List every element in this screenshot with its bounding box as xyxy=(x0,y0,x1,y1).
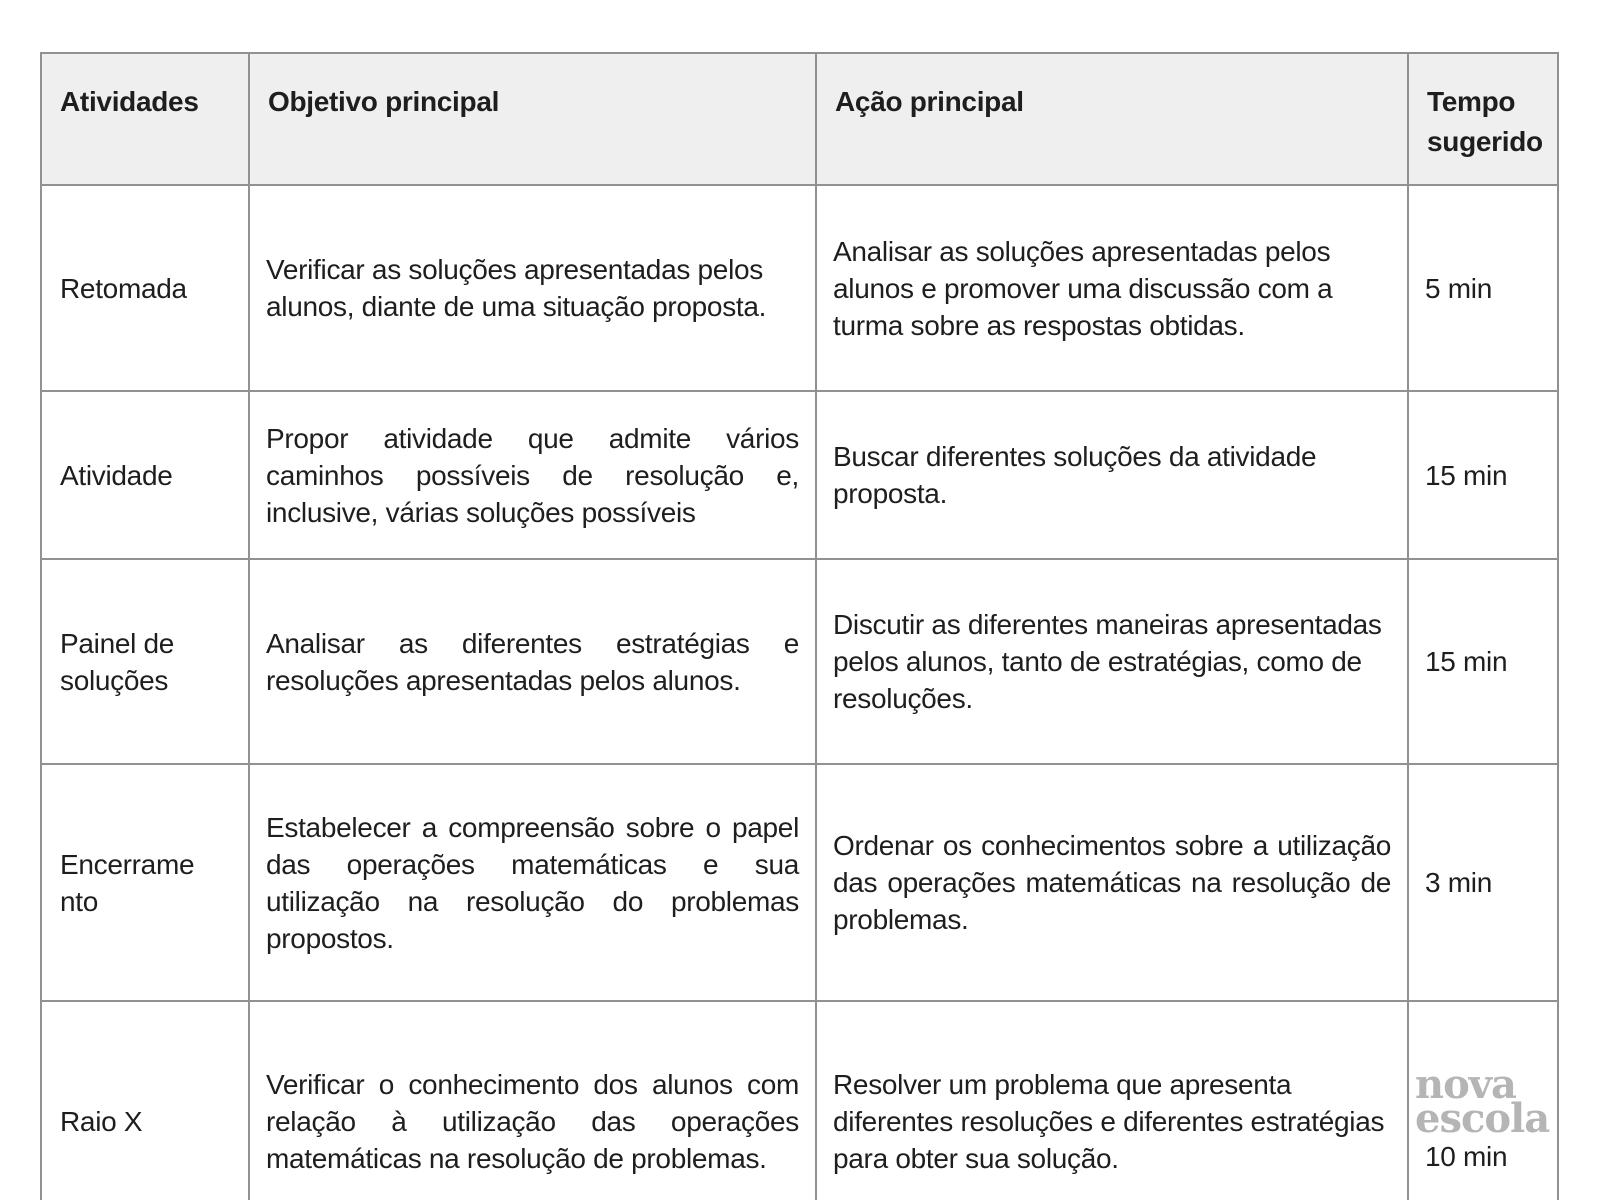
table-row-encerramento xyxy=(41,764,1558,1001)
cell-acao: Buscar diferentes soluções da atividade proposta. xyxy=(816,391,1408,559)
cell-tempo: 15 min xyxy=(1408,559,1558,764)
cell-objetivo: Verificar o conhecimento dos alunos com relação à utilização das operações matemáticas na resolução de problemas. xyxy=(249,1001,816,1200)
header-row xyxy=(41,53,1558,185)
cell-acao: Resolver um problema que apresenta diferentes resoluções e diferentes estratégias para obter sua solução. xyxy=(816,1001,1408,1200)
cell-acao: Ordenar os conhecimentos sobre a utilização das operações matemáticas na resolução de problemas. xyxy=(816,764,1408,1001)
table-row-raio-x xyxy=(41,1001,1558,1200)
nova-escola-logo xyxy=(1415,1060,1553,1142)
column-header-objetivo-principal: Objetivo principal xyxy=(249,53,816,185)
table-row-retomada xyxy=(41,185,1558,391)
cell-tempo: 15 min xyxy=(1408,391,1558,559)
cell-atividade: Atividade xyxy=(41,391,249,559)
table-row-atividade xyxy=(41,391,1558,559)
table-row-painel-de-solucoes xyxy=(41,559,1558,764)
cell-tempo: 5 min xyxy=(1408,185,1558,391)
cell-atividade: Retomada xyxy=(41,185,249,391)
column-header-acao-principal: Ação principal xyxy=(816,53,1408,185)
column-header-atividades: Atividades xyxy=(41,53,249,185)
cell-tempo xyxy=(1408,1001,1558,1200)
cell-tempo-value: 10 min xyxy=(1425,1140,1508,1172)
cell-atividade: Raio X xyxy=(41,1001,249,1200)
cell-objetivo: Analisar as diferentes estratégias e resoluções apresentadas pelos alunos. xyxy=(249,559,816,764)
cell-atividade: Painel de soluções xyxy=(41,559,249,764)
cell-acao: Analisar as soluções apresentadas pelos alunos e promover uma discussão com a turma sobre as respostas obtidas. xyxy=(816,185,1408,391)
cell-objetivo: Propor atividade que admite vários caminhos possíveis de resolução e, inclusive, várias soluções possíveis xyxy=(249,391,816,559)
lesson-plan-table xyxy=(40,52,1559,1200)
cell-tempo: 3 min xyxy=(1408,764,1558,1001)
nova-escola-logo-line1: nova xyxy=(1415,1060,1516,1108)
cell-atividade: Encerramento xyxy=(41,764,249,1001)
nova-escola-logo-line2: escola xyxy=(1415,1094,1550,1142)
cell-acao: Discutir as diferentes maneiras apresentadas pelos alunos, tanto de estratégias, como de resoluções. xyxy=(816,559,1408,764)
column-header-tempo-sugerido: Tempo sugerido xyxy=(1408,53,1558,185)
cell-objetivo: Verificar as soluções apresentadas pelos alunos, diante de uma situação proposta. xyxy=(249,185,816,391)
cell-objetivo: Estabelecer a compreensão sobre o papel das operações matemáticas e sua utilização na resolução do problemas propostos. xyxy=(249,764,816,1001)
